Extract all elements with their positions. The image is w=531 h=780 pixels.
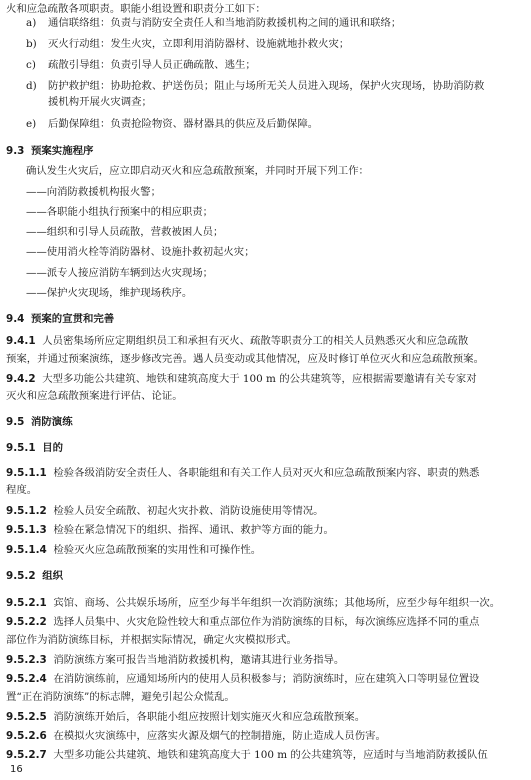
paragraph-9-4-2 bbox=[6, 372, 525, 386]
clause-number: 9.4.1 bbox=[6, 335, 36, 347]
list-item-c bbox=[26, 58, 525, 72]
clause-number: 9.5.2.3 bbox=[6, 654, 47, 666]
clause-text: 在消防演练前，应通知场所内的使用人员积极参与；消防演练时，应在建筑入口等明显位置设 bbox=[53, 673, 480, 685]
clause-text: 检验灭火应急疏散预案的实用性和可操作性。 bbox=[53, 544, 262, 556]
dash-list-item: ——各职能小组执行预案中的相应职责； bbox=[26, 206, 214, 218]
clause-number: 9.4.2 bbox=[6, 373, 36, 385]
list-item-a bbox=[26, 16, 525, 30]
clause-number: 9.5.1.1 bbox=[6, 467, 47, 479]
page-number: 16 bbox=[10, 764, 23, 775]
list-item-text: 灭火行动组：发生火灾，立即利用消防器材、设施就地扑救火灾； bbox=[48, 38, 350, 50]
clause-number: 9.5.1.3 bbox=[6, 524, 47, 536]
list-marker: d) bbox=[26, 80, 37, 92]
section-heading-9-4 bbox=[6, 312, 525, 326]
section-heading-9-5-1 bbox=[6, 441, 525, 455]
clause-9-5-2-2 bbox=[6, 615, 525, 629]
clause-text: 大型多功能公共建筑、地铁和建筑高度大于 100 m 的公共建筑等，应适时与当地消防救援队伍 bbox=[53, 749, 488, 761]
list-item-d bbox=[26, 79, 525, 93]
section-number: 9.4 bbox=[6, 313, 25, 325]
clause-text-continued: 程度。 bbox=[6, 484, 38, 496]
section-title: 组织 bbox=[42, 570, 63, 582]
clause-9-5-1-4 bbox=[6, 543, 525, 557]
clause-number: 9.5.2.7 bbox=[6, 749, 47, 761]
clause-text: 消防演练开始后，各职能小组应按照计划实施灭火和应急疏散预案。 bbox=[53, 711, 366, 723]
section-title: 消防演练 bbox=[31, 416, 73, 428]
clause-number: 9.5.2.6 bbox=[6, 730, 47, 742]
section-title: 预案实施程序 bbox=[31, 145, 94, 157]
dash-list-item: ——组织和引导人员疏散，营救被困人员； bbox=[26, 226, 224, 238]
clause-text-continued: 部位作为消防演练目标，并根据实际情况，确定火灾模拟形式。 bbox=[6, 634, 297, 646]
list-item-d-continued: 援机构开展火灾调查； bbox=[48, 96, 152, 108]
section-title: 目的 bbox=[42, 442, 63, 454]
clause-9-5-2-7 bbox=[6, 748, 525, 762]
dash-list-item: ——向消防救援机构报火警； bbox=[26, 186, 162, 198]
section-heading-9-5-2 bbox=[6, 569, 525, 583]
section-number: 9.5.2 bbox=[6, 570, 36, 582]
intro-text: 火和应急疏散各项职责。职能小组设置和职责分工如下： bbox=[6, 3, 266, 15]
list-marker: a) bbox=[26, 17, 37, 29]
clause-number: 9.5.2.4 bbox=[6, 673, 47, 685]
clause-9-5-1-3 bbox=[6, 523, 525, 537]
section-heading-9-3 bbox=[6, 144, 525, 158]
clause-number: 9.5.1.2 bbox=[6, 505, 47, 517]
clause-number: 9.5.1.4 bbox=[6, 544, 47, 556]
section-number: 9.3 bbox=[6, 145, 25, 157]
paragraph-text-continued: 预案，并通过预案演练，逐步修改完善。遇人员变动或其他情况，应及时修订单位灭火和应急疏散预案。 bbox=[6, 353, 484, 365]
dash-list-item: ——派专人接应消防车辆到达火灾现场； bbox=[26, 267, 214, 279]
clause-9-5-1-2 bbox=[6, 504, 525, 518]
list-marker: c) bbox=[26, 59, 36, 71]
section-number: 9.5 bbox=[6, 416, 25, 428]
list-marker: b) bbox=[26, 38, 37, 50]
dash-list-item: ——使用消火栓等消防器材、设施扑救初起火灾； bbox=[26, 246, 255, 258]
paragraph-text-continued: 灭火和应急疏散预案进行评估、论证。 bbox=[6, 390, 183, 402]
list-item-b bbox=[26, 37, 525, 51]
clause-text: 检验在紧急情况下的组织、指挥、通讯、救护等方面的能力。 bbox=[53, 524, 334, 536]
clause-number: 9.5.2.2 bbox=[6, 616, 47, 628]
list-item-text: 通信联络组：负责与消防安全责任人和当地消防救援机构之间的通讯和联络； bbox=[48, 17, 402, 29]
clause-9-5-2-3 bbox=[6, 653, 525, 667]
paragraph-text: 人员密集场所应定期组织员工和承担有灭火、疏散等职责分工的相关人员熟悉灭火和应急疏散 bbox=[42, 335, 469, 347]
clause-text: 在模拟火灾演练中，应落实火源及烟气的控制措施，防止造成人员伤害。 bbox=[53, 730, 386, 742]
clause-number: 9.5.2.1 bbox=[6, 597, 47, 609]
list-item-text: 疏散引导组：负责引导人员正确疏散、逃生； bbox=[48, 59, 256, 71]
list-item-text: 后勤保障组：负责抢险物资、器材器具的供应及后勤保障。 bbox=[48, 118, 319, 130]
clause-9-5-2-4 bbox=[6, 672, 525, 686]
clause-text: 消防演练方案可报告当地消防救援机构，邀请其进行业务指导。 bbox=[53, 654, 345, 666]
clause-9-5-2-5 bbox=[6, 710, 525, 724]
paragraph-text: 大型多功能公共建筑、地铁和建筑高度大于 100 m 的公共建筑等，应根据需要邀请有关专家对 bbox=[42, 373, 477, 385]
section-intro: 确认发生火灾后，应立即启动灭火和应急疏散预案，并同时开展下列工作： bbox=[26, 165, 369, 177]
list-marker: e) bbox=[26, 118, 37, 130]
clause-text: 宾馆、商场、公共娱乐场所，应至少每半年组织一次消防演练；其他场所，应至少每年组织一次。 bbox=[53, 597, 501, 609]
paragraph-9-4-1 bbox=[6, 334, 525, 348]
clause-text: 选择人员集中、火灾危险性较大和重点部位作为消防演练的目标，每次演练应选择不同的重点 bbox=[53, 616, 480, 628]
dash-list-item: ——保护火灾现场，维护现场秩序。 bbox=[26, 287, 193, 299]
list-item-e bbox=[26, 117, 525, 131]
clause-text-continued: 置“正在消防演练”的标志牌，避免引起公众慌乱。 bbox=[6, 691, 235, 703]
clause-9-5-2-6 bbox=[6, 729, 525, 743]
list-item-text: 防护救护组：协助抢救、护送伤员；阻止与场所无关人员进入现场，保护火灾现场，协助消防救 bbox=[48, 80, 485, 92]
clause-text: 检验人员安全疏散、初起火灾扑救、消防设施使用等情况。 bbox=[53, 505, 324, 517]
clause-text: 检验各级消防安全责任人、各职能组和有关工作人员对灭火和应急疏散预案内容、职责的熟悉 bbox=[53, 467, 480, 479]
section-title: 预案的宣贯和完善 bbox=[31, 313, 115, 325]
section-heading-9-5 bbox=[6, 415, 525, 429]
section-number: 9.5.1 bbox=[6, 442, 36, 454]
clause-9-5-1-1 bbox=[6, 466, 525, 480]
clause-number: 9.5.2.5 bbox=[6, 711, 47, 723]
clause-9-5-2-1 bbox=[6, 596, 525, 610]
